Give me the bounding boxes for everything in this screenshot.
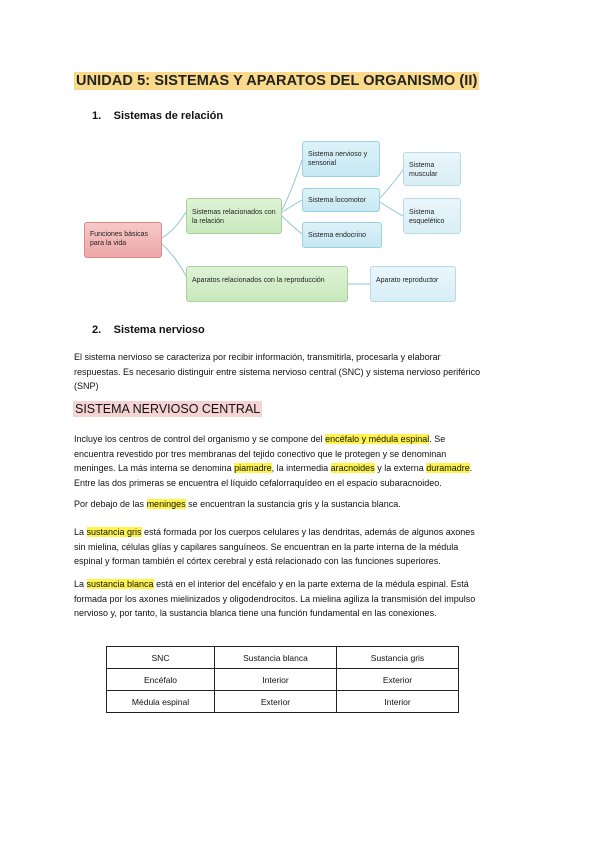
text-run: Incluye los centros de control del organismo y se compone del bbox=[74, 434, 326, 444]
node-skeletal: Sistema esquelético bbox=[403, 198, 461, 234]
highlight-sustancia-gris: sustancia gris bbox=[86, 527, 142, 537]
intro-paragraph bbox=[74, 350, 536, 394]
paragraph-meninges bbox=[74, 497, 536, 512]
text-run: , la intermedia bbox=[271, 463, 331, 473]
section-heading-2 bbox=[92, 320, 205, 338]
table-row bbox=[107, 691, 459, 713]
comparison-table bbox=[106, 646, 459, 713]
connector-locomotor-muscular bbox=[380, 170, 403, 198]
text-run: La bbox=[74, 527, 87, 537]
connector-relation-endocrine bbox=[282, 216, 302, 234]
table-header-cell: Sustancia gris bbox=[337, 647, 459, 669]
highlight-piamadre: piamadre bbox=[234, 463, 272, 473]
highlight-duramadre: duramadre bbox=[426, 463, 470, 473]
section-label: Sistema nervioso bbox=[113, 324, 205, 336]
snc-heading: SISTEMA NERVIOSO CENTRAL bbox=[75, 402, 261, 416]
text-line: espinal y forman también el córtex cerebral y está relacionado con las funciones superiores. bbox=[74, 556, 441, 566]
connector-relation-locomotor bbox=[282, 200, 302, 212]
paragraph-snc bbox=[74, 432, 536, 490]
node-relation: Sistemas relacionados con la relación bbox=[186, 198, 282, 234]
table-cell: Exterior bbox=[337, 669, 459, 691]
section-label: Sistemas de relación bbox=[113, 110, 224, 122]
connector-root-relation bbox=[162, 212, 186, 238]
text-line bbox=[74, 497, 536, 512]
table-header-cell: Sustancia blanca bbox=[215, 647, 337, 669]
table-cell: Exterior bbox=[215, 691, 337, 713]
connector-locomotor-skeletal bbox=[380, 202, 403, 216]
table-cell: Interior bbox=[215, 669, 337, 691]
diagram-connectors bbox=[0, 0, 600, 310]
section-number: 1. bbox=[92, 110, 102, 122]
node-root: Funciones básicas para la vida bbox=[84, 222, 162, 258]
text-line: nervioso y, por tanto, la sustancia blanca tiene una función fundamental en las conexiones. bbox=[74, 608, 437, 618]
table-cell: Médula espinal bbox=[107, 691, 215, 713]
text-run: . bbox=[469, 463, 473, 473]
text-run: está formada por los cuerpos celulares y las dendritas, además de algunos axones bbox=[141, 527, 475, 537]
node-muscular: Sistema muscular bbox=[403, 152, 461, 186]
highlight-encefalo: encéfalo y médula espinal bbox=[325, 434, 430, 444]
text-line: El sistema nervioso se caracteriza por recibir información, transmitirla, procesarla y elaborar bbox=[74, 352, 441, 362]
text-run: . Se bbox=[429, 434, 446, 444]
connector-root-reproduction bbox=[162, 244, 186, 276]
text-run: y la externa bbox=[374, 463, 427, 473]
text-line: (SNP) bbox=[74, 381, 99, 391]
text-line: Entre las dos primeras se encuentra el líquido cefalorraquídeo en el espacio subaracnoideo. bbox=[74, 477, 442, 488]
section-number: 2. bbox=[92, 324, 102, 336]
node-locomotor: Sistema locomotor bbox=[302, 188, 380, 212]
paragraph-sustancia-gris bbox=[74, 525, 536, 569]
node-reproductive: Aparato reproductor bbox=[370, 266, 456, 302]
concept-diagram bbox=[0, 0, 600, 310]
node-endocrine: Sistema endocrino bbox=[302, 222, 382, 248]
table-header-cell: SNC bbox=[107, 647, 215, 669]
text-run: se encuentran la sustancia gris y la sustancia blanca. bbox=[185, 499, 401, 509]
table-cell: Interior bbox=[337, 691, 459, 713]
text-line: sin mielina, células glías y capilares sanguíneos. Se encuentran en la parte interna de la médula bbox=[74, 541, 459, 552]
node-reproduction: Aparatos relacionados con la reproducción bbox=[186, 266, 348, 302]
table-row bbox=[107, 669, 459, 691]
text-run: meninges. La más interna se denomina bbox=[74, 463, 235, 473]
highlight-sustancia-blanca: sustancia blanca bbox=[86, 579, 154, 589]
text-line: formada por los axones mielinizados y oligodendrocitos. La mielina agiliza la transmisión del impulso bbox=[74, 593, 476, 604]
text-line bbox=[74, 461, 536, 476]
highlight-aracnoides: aracnoides bbox=[330, 463, 375, 473]
text-line: respuestas. Es necesario distinguir entre sistema nervioso central (SNC) y sistema nervioso periférico bbox=[74, 366, 481, 377]
text-line bbox=[74, 432, 536, 447]
text-run: La bbox=[74, 579, 87, 589]
page-title: UNIDAD 5: SISTEMAS Y APARATOS DEL ORGANISMO (II) bbox=[76, 73, 478, 89]
paragraph-sustancia-blanca bbox=[74, 577, 536, 621]
text-run: Por debajo de las bbox=[74, 499, 147, 509]
connector-relation-nervous bbox=[282, 160, 302, 210]
text-line bbox=[74, 577, 536, 592]
text-line: encuentra revestido por tres membranas del tejido conectivo que le protegen y se denominan bbox=[74, 448, 447, 459]
highlight-meninges: meninges bbox=[146, 499, 186, 509]
text-run: está en el interior del encéfalo y en la parte externa de la médula espinal. Está bbox=[153, 579, 469, 589]
text-line bbox=[74, 525, 536, 540]
table-cell: Encéfalo bbox=[107, 669, 215, 691]
node-nervous: Sistema nervioso y sensorial bbox=[302, 141, 380, 177]
table-header-row bbox=[107, 647, 459, 669]
